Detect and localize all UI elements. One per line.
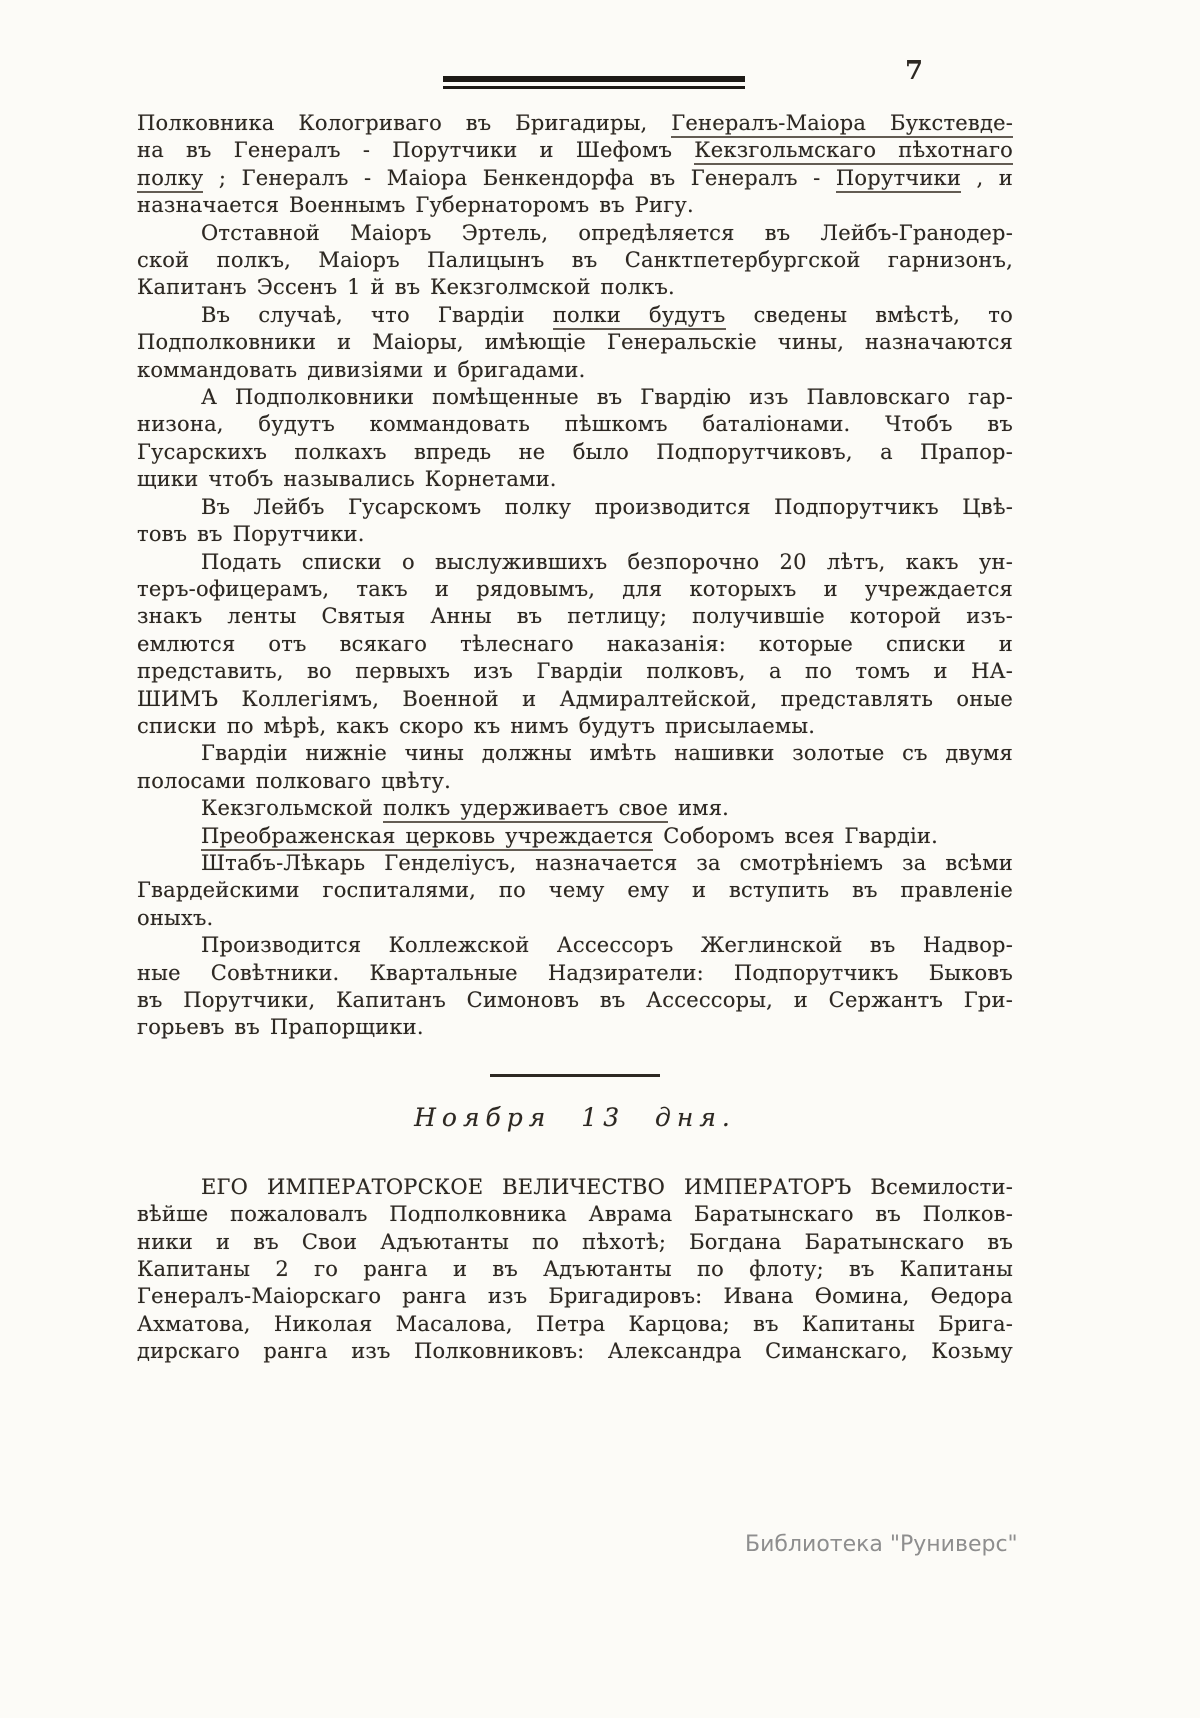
text-line [137, 960, 1013, 987]
text-segment: Въ Лейбъ Гусарскомъ полку производится Подпорутчикъ Цвѣ- [201, 494, 1013, 519]
header-double-rule [443, 76, 745, 89]
text-line [137, 521, 1013, 548]
pencil-underline: полку [137, 166, 203, 193]
text-line [137, 192, 1013, 219]
date-heading: Ноября 13 дня. [414, 1102, 736, 1132]
text-segment: ; Генералъ - Маіора Бенкендорфа въ Генералъ - [203, 165, 836, 190]
text-line [137, 1311, 1013, 1338]
text-line [137, 357, 1013, 384]
text-line [137, 302, 1013, 329]
pencil-underline: полкъ удерживаетъ свое [383, 796, 668, 823]
text-segment: ники и въ Свои Адъютанты по пѣхотѣ; Богдана Баратынскаго въ [137, 1229, 1013, 1254]
text-line [137, 1014, 1013, 1041]
text-line [137, 795, 1013, 822]
pencil-underline: Кекзгольмскаго пѣхотнаго [694, 138, 1013, 165]
text-segment: А Подполковники помѣщенные въ Гвардію изъ Павловскаго гар- [201, 385, 1013, 410]
text-segment: ЕГО ИМПЕРАТОРСКОЕ ВЕЛИЧЕСТВО ИМПЕРАТОРЪ Всемилости- [201, 1174, 1013, 1199]
section-divider-rule [490, 1074, 660, 1077]
text-segment: , и [961, 165, 1013, 190]
text-line [137, 686, 1013, 713]
decree-text-section-2 [137, 1174, 1013, 1366]
text-segment: полосами полковаго цвѣту. [137, 768, 451, 793]
text-line [137, 905, 1013, 932]
text-line [137, 987, 1013, 1014]
page-number: 7 [905, 56, 925, 86]
text-segment: Генералъ-Маіорскаго ранга изъ Бригадировъ: Ивана Ѳомина, Ѳедора [137, 1284, 1013, 1309]
text-line [137, 1174, 1013, 1201]
pencil-underline: Преображенская церковь учреждается [201, 824, 653, 851]
text-segment: Гвардейскими госпиталями, по чему ему и вступить въ правленіе [137, 878, 1013, 903]
text-segment: горьевъ въ Прапорщики. [137, 1015, 424, 1040]
text-line [137, 850, 1013, 877]
text-line [137, 631, 1013, 658]
text-segment: низона, будутъ коммандовать пѣшкомъ баталіонами. Чтобъ въ [137, 412, 1013, 437]
pencil-underline: Порутчики [836, 166, 961, 193]
text-segment: ШИМЪ Коллегіямъ, Военной и Адмиралтейской, представлять оные [137, 686, 1013, 711]
text-segment: вѣйше пожаловалъ Подполковника Аврама Баратынскаго въ Полков- [137, 1202, 1013, 1227]
text-line [137, 466, 1013, 493]
text-segment: Кекзгольмской [201, 796, 384, 821]
text-line [137, 603, 1013, 630]
text-line [137, 740, 1013, 767]
text-segment: Капитаны 2 го ранга и въ Адъютанты по флоту; въ Капитаны [137, 1257, 1013, 1282]
text-line [137, 165, 1013, 192]
text-segment: Отставной Маіоръ Эртель, опредѣляется въ Лейбъ-Гранодер- [201, 220, 1013, 245]
text-line [137, 110, 1013, 137]
text-segment: Ахматова, Николая Масалова, Петра Карцова; въ Капитаны Брига- [137, 1311, 1013, 1336]
text-segment: Гвардіи нижніе чины должны имѣть нашивки золотые съ двумя [201, 741, 1013, 766]
text-segment: Производится Коллежской Ассессоръ Жеглинской въ Надвор- [201, 933, 1013, 958]
text-line [137, 713, 1013, 740]
text-line [137, 658, 1013, 685]
text-segment: Соборомъ всея Гвардіи. [653, 823, 939, 848]
library-watermark: Библиотека "Руниверс" [745, 1532, 1018, 1557]
text-segment: оныхъ. [137, 905, 214, 930]
text-segment: знакъ ленты Святыя Анны въ петлицу; получившіе которой изъ- [137, 604, 1013, 629]
text-line [137, 439, 1013, 466]
text-segment: теръ-офицерамъ, такъ и рядовымъ, для которыхъ и учреждается [137, 576, 1013, 601]
text-segment: назначается Военнымъ Губернаторомъ въ Ригу. [137, 193, 694, 218]
text-segment: Гусарскихъ полкахъ впредь не было Подпорутчиковъ, а Прапор- [137, 439, 1013, 464]
text-segment: ные Совѣтники. Квартальные Надзиратели: Подпорутчикъ Быковъ [137, 960, 1013, 985]
text-segment: Полковника Кологриваго въ Бригадиры, [137, 111, 672, 135]
text-line [137, 1229, 1013, 1256]
text-segment: сведены вмѣстѣ, то [725, 302, 1013, 327]
text-segment: имя. [668, 796, 730, 821]
text-line [137, 576, 1013, 603]
text-line [137, 1283, 1013, 1310]
text-segment: ской полкъ, Маіоръ Палицынъ въ Санктпетербургской гарнизонъ, [137, 248, 1013, 273]
text-segment: щики чтобъ назывались Корнетами. [137, 467, 557, 492]
text-line [137, 549, 1013, 576]
text-line [137, 877, 1013, 904]
text-segment: Подполковники и Маіоры, имѣющіе Генеральскіе чины, назначаются [137, 330, 1013, 355]
text-segment: Подать списки о выслужившихъ безпорочно 20 лѣтъ, какъ ун- [201, 549, 1013, 574]
text-line [137, 384, 1013, 411]
text-segment: списки по мѣрѣ, какъ скоро къ нимъ будутъ присылаемы. [137, 713, 816, 738]
text-segment: въ Порутчики, Капитанъ Симоновъ въ Ассессоры, и Сержантъ Гри- [137, 988, 1013, 1012]
text-line [137, 1201, 1013, 1228]
text-segment: товъ въ Порутчики. [137, 522, 365, 547]
text-line [137, 494, 1013, 521]
text-line [137, 768, 1013, 795]
text-line [137, 1338, 1013, 1365]
page-content [137, 110, 1013, 1366]
text-line [137, 274, 1013, 301]
decree-text-section-1 [137, 110, 1013, 1042]
text-segment: представить, во первыхъ изъ Гвардіи полковъ, а по томъ и НА- [137, 659, 1013, 684]
text-line [137, 411, 1013, 438]
pencil-underline: Генералъ-Маіора Букстевде- [671, 111, 1013, 138]
text-segment: Капитанъ Эссенъ 1 й въ Кекзголмской полкъ. [137, 275, 675, 300]
text-line [137, 137, 1013, 164]
text-segment: на въ Генералъ - Порутчики и Шефомъ [137, 138, 695, 163]
text-line [137, 823, 1013, 850]
text-segment: емлются отъ всякаго тѣлеснаго наказанія: которые списки и [137, 631, 1013, 656]
text-segment: дирскаго ранга изъ Полковниковъ: Александра Симанскаго, Козьму [137, 1339, 1013, 1364]
text-segment: Штабъ-Лѣкарь Генделіусъ, назначается за смотрѣніемъ за всѣми [201, 850, 1013, 875]
text-segment: коммандовать дивизіями и бригадами. [137, 357, 586, 382]
text-line [137, 329, 1013, 356]
text-line [137, 220, 1013, 247]
text-line [137, 1256, 1013, 1283]
text-line [137, 932, 1013, 959]
text-segment: Въ случаѣ, что Гвардіи [201, 302, 553, 327]
pencil-underline: полки будутъ [553, 303, 726, 330]
text-line [137, 247, 1013, 274]
